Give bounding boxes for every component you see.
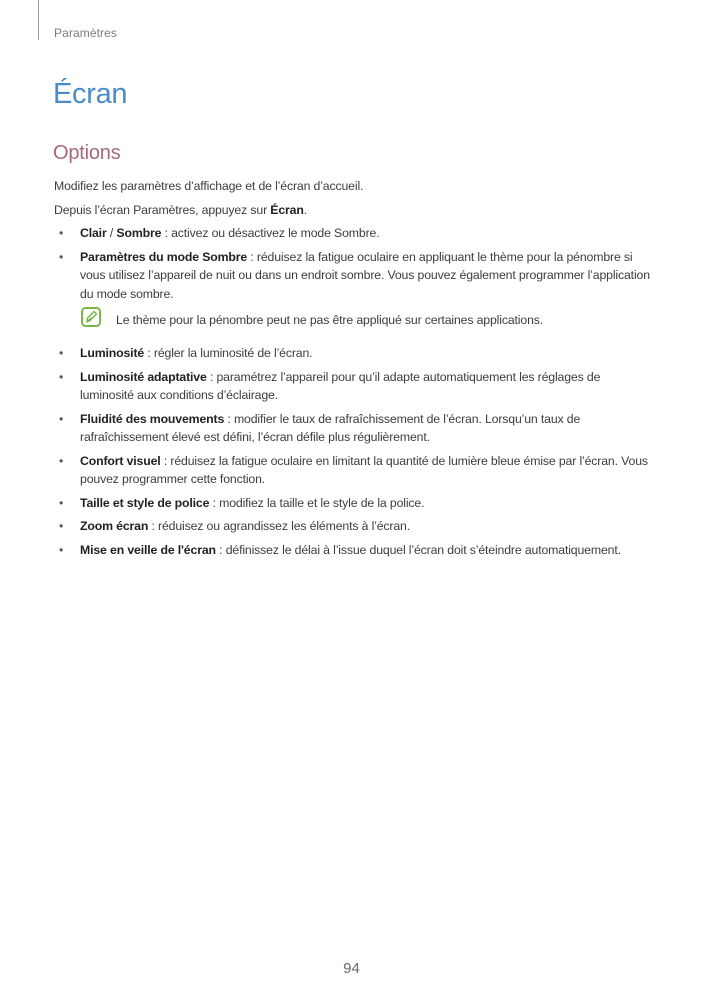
list-item-mise-en-veille bbox=[54, 541, 654, 560]
item-text: : modifiez la taille et le style de la police. bbox=[209, 495, 425, 510]
item-text: : réduisez la fatigue oculaire en appliquant le thème pour la pénombre si vous utilisez l’appareil de nuit ou dans un endroit sombre. Vous pouvez également programmer l’application du mode sombre. bbox=[80, 249, 650, 301]
header-divider bbox=[38, 0, 39, 40]
bullet-icon: • bbox=[59, 411, 64, 426]
bullet-icon: • bbox=[59, 369, 64, 384]
bullet-icon: • bbox=[59, 495, 64, 510]
list-item-clair-sombre bbox=[54, 224, 654, 243]
note-text: Le thème pour la pénombre peut ne pas être appliqué sur certaines applications. bbox=[116, 312, 544, 327]
content-body bbox=[54, 177, 654, 564]
item-term: Mise en veille de l'écran bbox=[80, 542, 216, 557]
item-term: Fluidité des mouvements bbox=[80, 411, 225, 426]
note-pencil-icon bbox=[80, 306, 102, 328]
item-text: : réduisez la fatigue oculaire en limitant la quantité de lumière bleue émise par l’écran. Vous pouvez programmer cette fonction. bbox=[80, 453, 648, 486]
item-text: : paramétrez l’appareil pour qu’il adapte automatiquement les réglages de luminosité aux conditions d’éclairage. bbox=[80, 369, 601, 402]
intro bbox=[54, 177, 654, 219]
item-term: Sombre bbox=[116, 226, 162, 240]
page-title: Écran bbox=[53, 78, 128, 110]
item-term: Zoom écran bbox=[80, 519, 149, 533]
bullet-icon: • bbox=[59, 453, 64, 468]
intro-line-1: Modifiez les paramètres d’affichage et de l’écran d’accueil. bbox=[54, 179, 364, 193]
bullet-icon: • bbox=[59, 346, 64, 360]
item-term: Luminosité adaptative bbox=[80, 369, 207, 384]
intro-line-2-term: Écran bbox=[270, 202, 304, 217]
intro-line-2-suffix: . bbox=[303, 202, 307, 217]
bullet-icon: • bbox=[59, 249, 64, 264]
item-text: : modifier le taux de rafraîchissement de l’écran. Lorsqu’un taux de rafraîchissement élevé est défini, l’écran défile plus régulièrement. bbox=[80, 411, 581, 444]
item-text: : régler la luminosité de l’écran. bbox=[144, 346, 313, 360]
intro-line-2 bbox=[54, 201, 654, 220]
item-text: : réduisez ou agrandissez les éléments à l’écran. bbox=[148, 519, 411, 533]
intro-line-2-prefix: Depuis l’écran Paramètres, appuyez sur bbox=[54, 202, 271, 217]
options-list-continued bbox=[54, 344, 654, 559]
item-term: Taille et style de police bbox=[80, 495, 210, 510]
breadcrumb: Paramètres bbox=[54, 26, 118, 40]
item-term: Luminosité bbox=[80, 346, 145, 360]
bullet-icon: • bbox=[59, 519, 64, 533]
item-term: Confort visuel bbox=[80, 453, 161, 468]
bullet-icon: • bbox=[59, 226, 64, 240]
item-separator: / bbox=[106, 226, 117, 240]
list-item-luminosite bbox=[54, 344, 654, 363]
note bbox=[54, 308, 654, 332]
section-title: Options bbox=[53, 142, 121, 164]
list-item-luminosite-adaptative bbox=[54, 368, 654, 405]
page-number: 94 bbox=[343, 960, 360, 977]
item-text: : définissez le délai à l’issue duquel l’écran doit s’éteindre automatiquement. bbox=[215, 542, 621, 557]
options-list bbox=[54, 224, 654, 303]
list-item-taille-style-police bbox=[54, 494, 654, 513]
list-item-fluidite-mouvements bbox=[54, 410, 654, 447]
item-text: : activez ou désactivez le mode Sombre. bbox=[161, 226, 380, 240]
item-term: Paramètres du mode Sombre bbox=[80, 249, 248, 264]
list-item-parametres-mode-sombre bbox=[54, 248, 654, 304]
bullet-icon: • bbox=[59, 542, 64, 557]
item-term: Clair bbox=[80, 226, 107, 240]
list-item-confort-visuel bbox=[54, 452, 654, 489]
list-item-zoom-ecran bbox=[54, 517, 654, 536]
